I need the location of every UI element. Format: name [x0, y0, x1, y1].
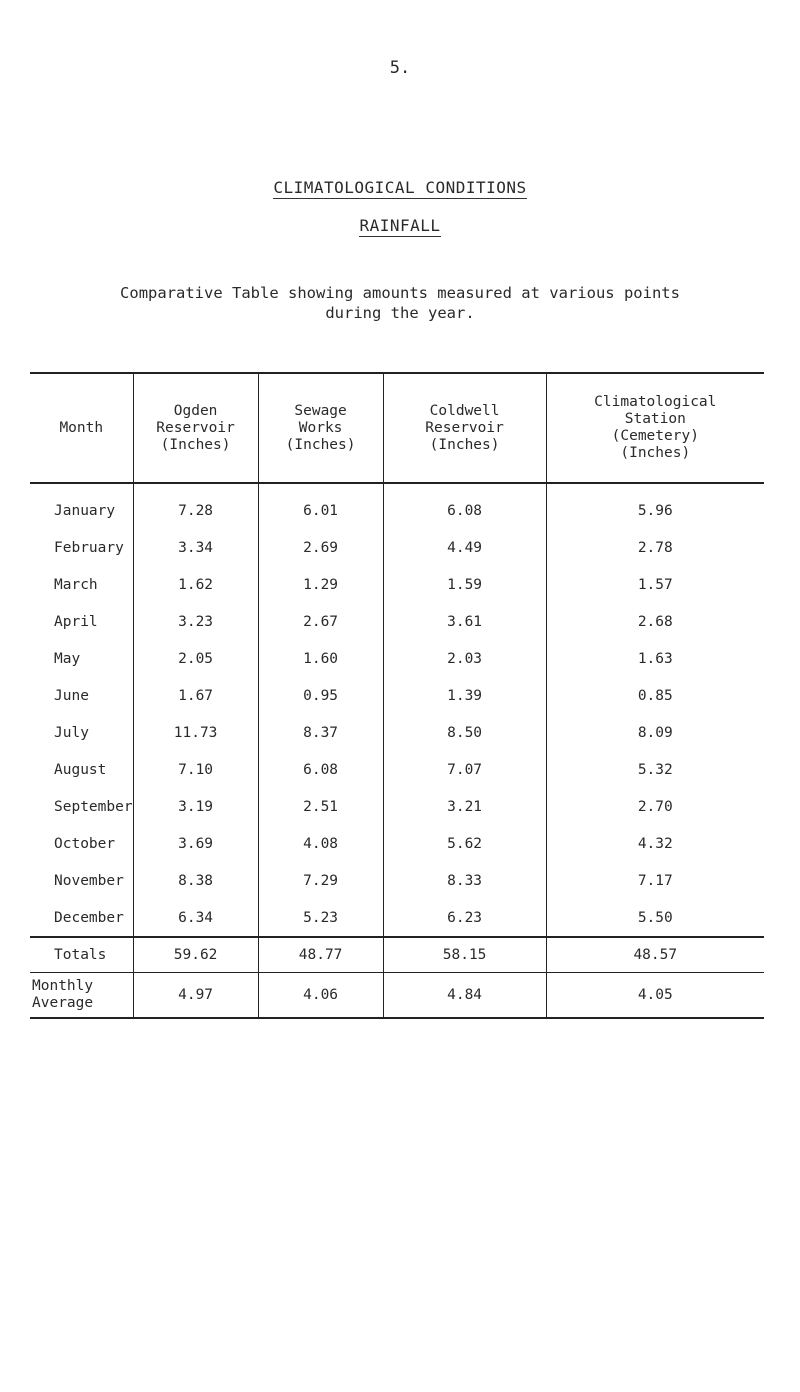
cell-sewage: 5.23 [258, 899, 383, 937]
page-heading [0, 178, 800, 197]
average-row [30, 973, 764, 1019]
cell-coldwell: 3.61 [383, 603, 546, 640]
cell-coldwell: 6.08 [383, 483, 546, 529]
cell-month: July [30, 714, 133, 751]
cell-coldwell: 1.39 [383, 677, 546, 714]
header-coldwell [383, 373, 546, 483]
rainfall-table [30, 372, 764, 1019]
page-subheading [0, 216, 800, 235]
cell-month: March [30, 566, 133, 603]
header-ogden-l3: (Inches) [160, 436, 231, 453]
header-ogden-l2: Reservoir [156, 419, 235, 436]
cell-clim: 8.09 [637, 724, 673, 741]
cell-clim: 2.70 [637, 798, 673, 815]
cell-sewage: 6.08 [258, 751, 383, 788]
cell-ogden: 3.69 [133, 825, 258, 862]
totals-sewage: 48.77 [258, 937, 383, 973]
cell-coldwell: 8.33 [383, 862, 546, 899]
average-coldwell: 4.84 [383, 973, 546, 1019]
cell-coldwell: 4.49 [383, 529, 546, 566]
cell-ogden: 1.62 [133, 566, 258, 603]
table-row [30, 788, 764, 825]
header-ogden [133, 373, 258, 483]
cell-ogden: 3.34 [133, 529, 258, 566]
cell-clim: 0.85 [637, 687, 673, 704]
cell-ogden: 7.28 [133, 483, 258, 529]
cell-month: December [30, 899, 133, 937]
header-sewage-l2: Works [298, 419, 343, 436]
cell-sewage: 2.69 [258, 529, 383, 566]
table-row [30, 603, 764, 640]
cell-clim: 7.17 [637, 872, 673, 889]
cell-sewage: 1.60 [258, 640, 383, 677]
average-label [30, 973, 133, 1019]
header-sewage-l1: Sewage [294, 402, 347, 419]
header-sewage-l3: (Inches) [285, 436, 356, 453]
page-subheading-text: RAINFALL [359, 216, 441, 235]
cell-month: November [30, 862, 133, 899]
table-row [30, 529, 764, 566]
table-row [30, 566, 764, 603]
cell-ogden: 8.38 [133, 862, 258, 899]
cell-clim: 5.50 [637, 909, 673, 926]
cell-sewage: 6.01 [258, 483, 383, 529]
cell-clim: 1.63 [637, 650, 673, 667]
cell-month: January [30, 483, 133, 529]
cell-coldwell: 3.21 [383, 788, 546, 825]
intro-line-1: Comparative Table showing amounts measured at various points [120, 284, 680, 302]
cell-ogden: 3.23 [133, 603, 258, 640]
cell-coldwell: 2.03 [383, 640, 546, 677]
cell-clim: 2.78 [637, 539, 673, 556]
table-row [30, 640, 764, 677]
cell-clim: 1.57 [637, 576, 673, 593]
cell-sewage: 1.29 [258, 566, 383, 603]
average-sewage: 4.06 [258, 973, 383, 1019]
header-sewage [258, 373, 383, 483]
header-clim-l4: (Inches) [620, 445, 691, 461]
cell-ogden: 3.19 [133, 788, 258, 825]
totals-coldwell: 58.15 [383, 937, 546, 973]
intro-line-2: during the year. [325, 304, 475, 322]
totals-label: Totals [30, 937, 133, 973]
table-row [30, 751, 764, 788]
table-row [30, 714, 764, 751]
cell-clim: 2.68 [637, 613, 673, 630]
cell-clim: 5.96 [637, 502, 673, 519]
header-clim-l3: (Cemetery) [611, 428, 699, 444]
header-clim-l2: Station [624, 411, 686, 427]
cell-month: May [30, 640, 133, 677]
cell-sewage: 7.29 [258, 862, 383, 899]
cell-month: August [30, 751, 133, 788]
cell-ogden: 6.34 [133, 899, 258, 937]
table-row [30, 899, 764, 937]
cell-clim: 4.32 [637, 835, 673, 852]
header-ogden-l1: Ogden [173, 402, 218, 419]
cell-sewage: 8.37 [258, 714, 383, 751]
cell-coldwell: 6.23 [383, 899, 546, 937]
header-month: Month [30, 373, 133, 483]
cell-coldwell: 8.50 [383, 714, 546, 751]
page-number: 5. [389, 58, 411, 78]
page-heading-text: CLIMATOLOGICAL CONDITIONS [273, 178, 527, 197]
table-row [30, 677, 764, 714]
cell-sewage: 0.95 [258, 677, 383, 714]
cell-month: June [30, 677, 133, 714]
cell-ogden: 11.73 [133, 714, 258, 751]
totals-clim: 48.57 [546, 937, 764, 973]
cell-coldwell: 7.07 [383, 751, 546, 788]
cell-clim: 5.32 [637, 761, 673, 778]
header-clim-l1: Climatological [594, 394, 717, 410]
table-row [30, 483, 764, 529]
cell-month: September [30, 788, 133, 825]
cell-sewage: 4.08 [258, 825, 383, 862]
header-coldwell-l2: Reservoir [425, 419, 504, 436]
table-row [30, 825, 764, 862]
average-clim: 4.05 [546, 973, 764, 1019]
header-coldwell-l3: (Inches) [429, 436, 500, 453]
average-label-l1: Monthly [32, 978, 94, 994]
cell-ogden: 2.05 [133, 640, 258, 677]
header-clim [546, 373, 764, 483]
cell-ogden: 7.10 [133, 751, 258, 788]
cell-coldwell: 5.62 [383, 825, 546, 862]
cell-month: October [30, 825, 133, 862]
cell-sewage: 2.51 [258, 788, 383, 825]
cell-month: February [30, 529, 133, 566]
average-label-l2: Average [32, 995, 94, 1011]
table-row [30, 862, 764, 899]
table-header-row [30, 373, 764, 483]
totals-ogden: 59.62 [133, 937, 258, 973]
average-ogden: 4.97 [133, 973, 258, 1019]
header-coldwell-l1: Coldwell [429, 402, 500, 419]
cell-month: April [30, 603, 133, 640]
cell-coldwell: 1.59 [383, 566, 546, 603]
totals-row [30, 937, 764, 973]
cell-ogden: 1.67 [133, 677, 258, 714]
cell-sewage: 2.67 [258, 603, 383, 640]
